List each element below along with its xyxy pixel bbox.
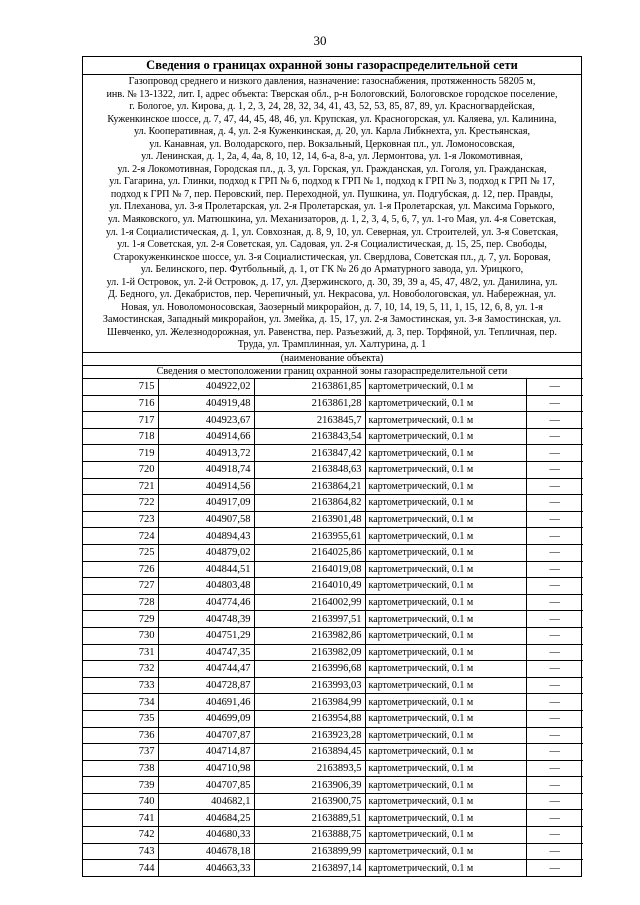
coordinate-x-cell: 404699,09 — [158, 710, 254, 727]
note-cell: — — [526, 511, 583, 528]
note-cell: — — [526, 793, 583, 810]
method-accuracy-cell: картометрический, 0.1 м — [365, 843, 526, 860]
table-row — [83, 611, 583, 628]
note-cell: — — [526, 843, 583, 860]
point-number-cell: 740 — [83, 793, 158, 810]
table-row — [83, 379, 583, 396]
point-number-cell: 725 — [83, 544, 158, 561]
note-cell: — — [526, 744, 583, 761]
coordinate-y-cell: 2163982,86 — [254, 627, 365, 644]
coordinate-y-cell: 2163847,42 — [254, 445, 365, 462]
method-accuracy-cell: картометрический, 0.1 м — [365, 611, 526, 628]
table-row — [83, 395, 583, 412]
coordinate-y-cell: 2163848,63 — [254, 462, 365, 479]
table-row — [83, 710, 583, 727]
method-accuracy-cell: картометрический, 0.1 м — [365, 644, 526, 661]
coordinate-x-cell: 404663,33 — [158, 860, 254, 877]
table-row — [83, 760, 583, 777]
object-caption: (наименование объекта) — [83, 352, 581, 365]
coordinate-y-cell: 2163900,75 — [254, 793, 365, 810]
note-cell: — — [526, 379, 583, 396]
table-row — [83, 677, 583, 694]
coordinate-x-cell: 404748,39 — [158, 611, 254, 628]
coordinate-y-cell: 2163861,85 — [254, 379, 365, 396]
method-accuracy-cell: картометрический, 0.1 м — [365, 744, 526, 761]
object-description-line: Старокуженкинское шоссе, ул. 3-я Социалистическая, ул. Свердлова, Советская пл., д. 7, ул. Боровая, — [113, 251, 551, 263]
coordinate-x-cell: 404744,47 — [158, 661, 254, 678]
coordinate-x-cell: 404747,35 — [158, 644, 254, 661]
object-description-line: ул. 1-я Советская, ул. 2-я Советская, ул. Садовая, ул. 2-я Социалистическая, д. 15, 25, пер. Свободы, — [117, 239, 547, 251]
method-accuracy-cell: картометрический, 0.1 м — [365, 395, 526, 412]
point-number-cell: 716 — [83, 395, 158, 412]
method-accuracy-cell: картометрический, 0.1 м — [365, 594, 526, 611]
method-accuracy-cell: картометрический, 0.1 м — [365, 478, 526, 495]
note-cell: — — [526, 727, 583, 744]
table-row — [83, 594, 583, 611]
coordinate-y-cell: 2163996,68 — [254, 661, 365, 678]
point-number-cell: 730 — [83, 627, 158, 644]
coordinate-x-cell: 404691,46 — [158, 694, 254, 711]
note-cell: — — [526, 827, 583, 844]
coordinate-y-cell: 2163864,82 — [254, 495, 365, 512]
point-number-cell: 724 — [83, 528, 158, 545]
object-description-line: Новая, ул. Новоломоносовская, Заозерный микрорайон, д. 7, 10, 14, 19, 5, 11, 1, 15, 12, 6, 8, ул. 1-я — [121, 301, 543, 313]
note-cell: — — [526, 860, 583, 877]
coordinate-y-cell: 2163845,7 — [254, 412, 365, 429]
coordinate-y-cell: 2164019,08 — [254, 561, 365, 578]
point-number-cell: 741 — [83, 810, 158, 827]
table-row — [83, 694, 583, 711]
coordinate-x-cell: 404844,51 — [158, 561, 254, 578]
coordinate-y-cell: 2163997,51 — [254, 611, 365, 628]
table-row — [83, 544, 583, 561]
object-description-line: ул. 1-я Социалистическая, д. 1, ул. Совхозная, д. 8, 9, 10, ул. Северная, ул. Строителей, ул. 3-я Советская, — [105, 226, 559, 238]
coordinate-y-cell: 2163982,09 — [254, 644, 365, 661]
note-cell: — — [526, 495, 583, 512]
coordinate-y-cell: 2163993,03 — [254, 677, 365, 694]
coordinate-x-cell: 404894,43 — [158, 528, 254, 545]
note-cell: — — [526, 694, 583, 711]
coordinate-y-cell: 2163843,54 — [254, 428, 365, 445]
table-row — [83, 627, 583, 644]
note-cell: — — [526, 644, 583, 661]
note-cell: — — [526, 412, 583, 429]
method-accuracy-cell: картометрический, 0.1 м — [365, 412, 526, 429]
coordinate-y-cell: 2163888,75 — [254, 827, 365, 844]
table-row — [83, 428, 583, 445]
coordinate-y-cell: 2163899,99 — [254, 843, 365, 860]
table-row — [83, 462, 583, 479]
method-accuracy-cell: картометрический, 0.1 м — [365, 661, 526, 678]
coordinate-x-cell: 404914,66 — [158, 428, 254, 445]
method-accuracy-cell: картометрический, 0.1 м — [365, 528, 526, 545]
method-accuracy-cell: картометрический, 0.1 м — [365, 777, 526, 794]
point-number-cell: 738 — [83, 760, 158, 777]
object-description-line: ул. Маяковского, ул. Матюшкина, ул. Механизаторов, д. 1, 2, 3, 4, 5, 6, 7, ул. 1-го Мая, ул. 4-я Советская, — [107, 214, 557, 226]
method-accuracy-cell: картометрический, 0.1 м — [365, 511, 526, 528]
coordinate-x-cell: 404714,87 — [158, 744, 254, 761]
point-number-cell: 731 — [83, 644, 158, 661]
method-accuracy-cell: картометрический, 0.1 м — [365, 561, 526, 578]
object-description-line: Замостинская, Западный микрорайон, ул. Змейка, д. 15, 17, ул. 2-я Замостинская, ул. 3-я Замостинская, ул. — [102, 314, 562, 326]
table-row — [83, 445, 583, 462]
note-cell: — — [526, 428, 583, 445]
object-description-line: ул. Гагарина, ул. Глинки, подход к ГРП № 6, подход к ГРП № 1, подход к ГРП № 3, подход к ГРП № 17, — [109, 176, 555, 188]
coordinate-x-cell: 404680,33 — [158, 827, 254, 844]
method-accuracy-cell: картометрический, 0.1 м — [365, 677, 526, 694]
coordinate-x-cell: 404710,98 — [158, 760, 254, 777]
coordinate-y-cell: 2163954,88 — [254, 710, 365, 727]
note-cell: — — [526, 478, 583, 495]
note-cell: — — [526, 611, 583, 628]
note-cell: — — [526, 777, 583, 794]
coordinate-x-cell: 404918,74 — [158, 462, 254, 479]
coordinate-x-cell: 404707,85 — [158, 777, 254, 794]
coordinate-y-cell: 2163901,48 — [254, 511, 365, 528]
note-cell: — — [526, 578, 583, 595]
document-title: Сведения о границах охранной зоны газораспределительной сети — [83, 57, 581, 75]
method-accuracy-cell: картометрический, 0.1 м — [365, 379, 526, 396]
coordinate-y-cell: 2164010,49 — [254, 578, 365, 595]
method-accuracy-cell: картометрический, 0.1 м — [365, 793, 526, 810]
method-accuracy-cell: картометрический, 0.1 м — [365, 710, 526, 727]
point-number-cell: 735 — [83, 710, 158, 727]
coordinate-x-cell: 404907,58 — [158, 511, 254, 528]
page-number: 30 — [313, 33, 327, 48]
boundary-document — [82, 56, 582, 877]
note-cell: — — [526, 462, 583, 479]
note-cell: — — [526, 445, 583, 462]
table-row — [83, 727, 583, 744]
table-row — [83, 860, 583, 877]
coordinate-y-cell: 2163893,5 — [254, 760, 365, 777]
table-row — [83, 827, 583, 844]
coordinate-x-cell: 404922,02 — [158, 379, 254, 396]
method-accuracy-cell: картометрический, 0.1 м — [365, 544, 526, 561]
coordinate-x-cell: 404707,87 — [158, 727, 254, 744]
table-row — [83, 478, 583, 495]
method-accuracy-cell: картометрический, 0.1 м — [365, 445, 526, 462]
coordinate-y-cell: 2163897,14 — [254, 860, 365, 877]
coordinates-table — [83, 378, 583, 876]
object-description — [83, 75, 581, 352]
coordinate-x-cell: 404728,87 — [158, 677, 254, 694]
method-accuracy-cell: картометрический, 0.1 м — [365, 694, 526, 711]
note-cell: — — [526, 627, 583, 644]
table-row — [83, 744, 583, 761]
note-cell: — — [526, 544, 583, 561]
point-number-cell: 727 — [83, 578, 158, 595]
note-cell: — — [526, 594, 583, 611]
note-cell: — — [526, 561, 583, 578]
point-number-cell: 734 — [83, 694, 158, 711]
coordinate-y-cell: 2163864,21 — [254, 478, 365, 495]
object-description-line: Газопровод среднего и низкого давления, назначение: газоснабжения, протяженность 58205 м, — [128, 76, 536, 87]
note-cell: — — [526, 661, 583, 678]
object-description-line: ул. Ленинская, д. 1, 2а, 4, 4а, 8, 10, 12, 14, 6-а, 8-а, ул. Лермонтова, ул. 1-я Локомотивная, — [141, 151, 523, 163]
table-row — [83, 578, 583, 595]
coordinate-x-cell: 404879,02 — [158, 544, 254, 561]
point-number-cell: 739 — [83, 777, 158, 794]
coordinate-y-cell: 2164025,86 — [254, 544, 365, 561]
object-description-line: ул. Канавная, ул. Володарского, пер. Вокзальный, Церковная пл., ул. Ломоносовская, — [149, 138, 515, 150]
point-number-cell: 726 — [83, 561, 158, 578]
coordinate-x-cell: 404682,1 — [158, 793, 254, 810]
point-number-cell: 715 — [83, 379, 158, 396]
object-description-line: подход к ГРП № 7, пер. Перовский, пер. Переходной, ул. Пушкина, ул. Подгубская, д. 12, пер. Правды, — [110, 188, 554, 200]
coordinate-x-cell: 404917,09 — [158, 495, 254, 512]
object-description-line: ул. Кооперативная, д. 4, ул. 2-я Куженкинская, д. 20, ул. Карла Либкнехта, ул. Крестьянская, — [133, 126, 531, 138]
table-row — [83, 495, 583, 512]
point-number-cell: 729 — [83, 611, 158, 628]
method-accuracy-cell: картометрический, 0.1 м — [365, 428, 526, 445]
point-number-cell: 742 — [83, 827, 158, 844]
table-row — [83, 777, 583, 794]
point-number-cell: 732 — [83, 661, 158, 678]
coordinate-x-cell: 404678,18 — [158, 843, 254, 860]
coordinate-x-cell: 404803,48 — [158, 578, 254, 595]
method-accuracy-cell: картометрический, 0.1 м — [365, 627, 526, 644]
object-description-line: ул. Белинского, пер. Футбольный, д. 1, от ГК № 26 до Арматурного завода, ул. Урицкого, — [140, 264, 524, 276]
point-number-cell: 733 — [83, 677, 158, 694]
coordinate-y-cell: 2163923,28 — [254, 727, 365, 744]
coordinate-y-cell: 2164002,99 — [254, 594, 365, 611]
table-row — [83, 644, 583, 661]
note-cell: — — [526, 395, 583, 412]
coordinate-x-cell: 404684,25 — [158, 810, 254, 827]
method-accuracy-cell: картометрический, 0.1 м — [365, 578, 526, 595]
coordinate-y-cell: 2163955,61 — [254, 528, 365, 545]
coordinate-x-cell: 404914,56 — [158, 478, 254, 495]
point-number-cell: 737 — [83, 744, 158, 761]
point-number-cell: 721 — [83, 478, 158, 495]
point-number-cell: 722 — [83, 495, 158, 512]
note-cell: — — [526, 710, 583, 727]
table-row — [83, 412, 583, 429]
point-number-cell: 720 — [83, 462, 158, 479]
object-description-line: Шевченко, ул. Железнодорожная, ул. Равенства, пер. Разъезжий, д. 3, пер. Торфяной, ул. Тепличная, пер. — [107, 326, 557, 338]
table-row — [83, 561, 583, 578]
method-accuracy-cell: картометрический, 0.1 м — [365, 495, 526, 512]
table-row — [83, 661, 583, 678]
coordinate-x-cell: 404923,67 — [158, 412, 254, 429]
method-accuracy-cell: картометрический, 0.1 м — [365, 727, 526, 744]
object-description-line: ул. 1-й Островок, ул. 2-й Островок, д. 17, ул. Дзержинского, д. 30, 39, 39 а, 45, 47, 48/2, ул. Данилина, ул. — [106, 276, 558, 288]
point-number-cell: 743 — [83, 843, 158, 860]
point-number-cell: 736 — [83, 727, 158, 744]
object-description-line: ул. Плеханова, ул. 3-я Пролетарская, ул. 2-я Пролетарская, ул. 1-я Пролетарская, ул. Максима Горького, — [109, 201, 555, 213]
table-row — [83, 511, 583, 528]
note-cell: — — [526, 810, 583, 827]
object-description-line: г. Бологое, ул. Кирова, д. 1, 2, 3, 24, 28, 32, 34, 41, 43, 52, 53, 85, 87, 89, ул. Красногвардейская, — [129, 101, 535, 113]
coordinates-table-body — [83, 379, 583, 877]
note-cell: — — [526, 677, 583, 694]
coordinate-y-cell: 2163861,28 — [254, 395, 365, 412]
point-number-cell: 728 — [83, 594, 158, 611]
table-row — [83, 793, 583, 810]
coordinate-y-cell: 2163906,39 — [254, 777, 365, 794]
coordinate-x-cell: 404751,29 — [158, 627, 254, 644]
object-description-line: Труда, ул. Трамплинная, ул. Халтурина, д. 1 — [237, 339, 427, 351]
table-row — [83, 843, 583, 860]
object-description-line: ул. 2-я Локомотивная, Городская пл., д. 3, ул. Горская, ул. Гражданская, ул. Гоголя, ул. Гражданская, — [117, 163, 547, 175]
location-header: Сведения о местоположении границ охранной зоны газораспределительной сети — [83, 365, 581, 378]
object-description-line: Куженкинское шоссе, д. 7, 47, 44, 45, 48, 46, ул. Крупская, ул. Красногорская, ул. Каляева, ул. Калинина, — [107, 113, 557, 125]
point-number-cell: 718 — [83, 428, 158, 445]
table-row — [83, 810, 583, 827]
method-accuracy-cell: картометрический, 0.1 м — [365, 827, 526, 844]
method-accuracy-cell: картометрический, 0.1 м — [365, 462, 526, 479]
note-cell: — — [526, 760, 583, 777]
method-accuracy-cell: картометрический, 0.1 м — [365, 860, 526, 877]
object-description-line: Д. Бедного, ул. Декабристов, пер. Черепичный, ул. Некрасова, ул. Новобологовская, ул. Набережная, ул. — [108, 289, 556, 301]
coordinate-x-cell: 404919,48 — [158, 395, 254, 412]
coordinate-y-cell: 2163894,45 — [254, 744, 365, 761]
point-number-cell: 719 — [83, 445, 158, 462]
method-accuracy-cell: картометрический, 0.1 м — [365, 760, 526, 777]
method-accuracy-cell: картометрический, 0.1 м — [365, 810, 526, 827]
note-cell: — — [526, 528, 583, 545]
point-number-cell: 744 — [83, 860, 158, 877]
point-number-cell: 723 — [83, 511, 158, 528]
coordinate-y-cell: 2163984,99 — [254, 694, 365, 711]
table-row — [83, 528, 583, 545]
coordinate-x-cell: 404774,46 — [158, 594, 254, 611]
object-description-line: инв. № 13-1322, лит. I, адрес объекта: Тверская обл., р-н Бологовский, Бологовское городское поселение, — [106, 88, 558, 100]
coordinate-x-cell: 404913,72 — [158, 445, 254, 462]
point-number-cell: 717 — [83, 412, 158, 429]
coordinate-y-cell: 2163889,51 — [254, 810, 365, 827]
